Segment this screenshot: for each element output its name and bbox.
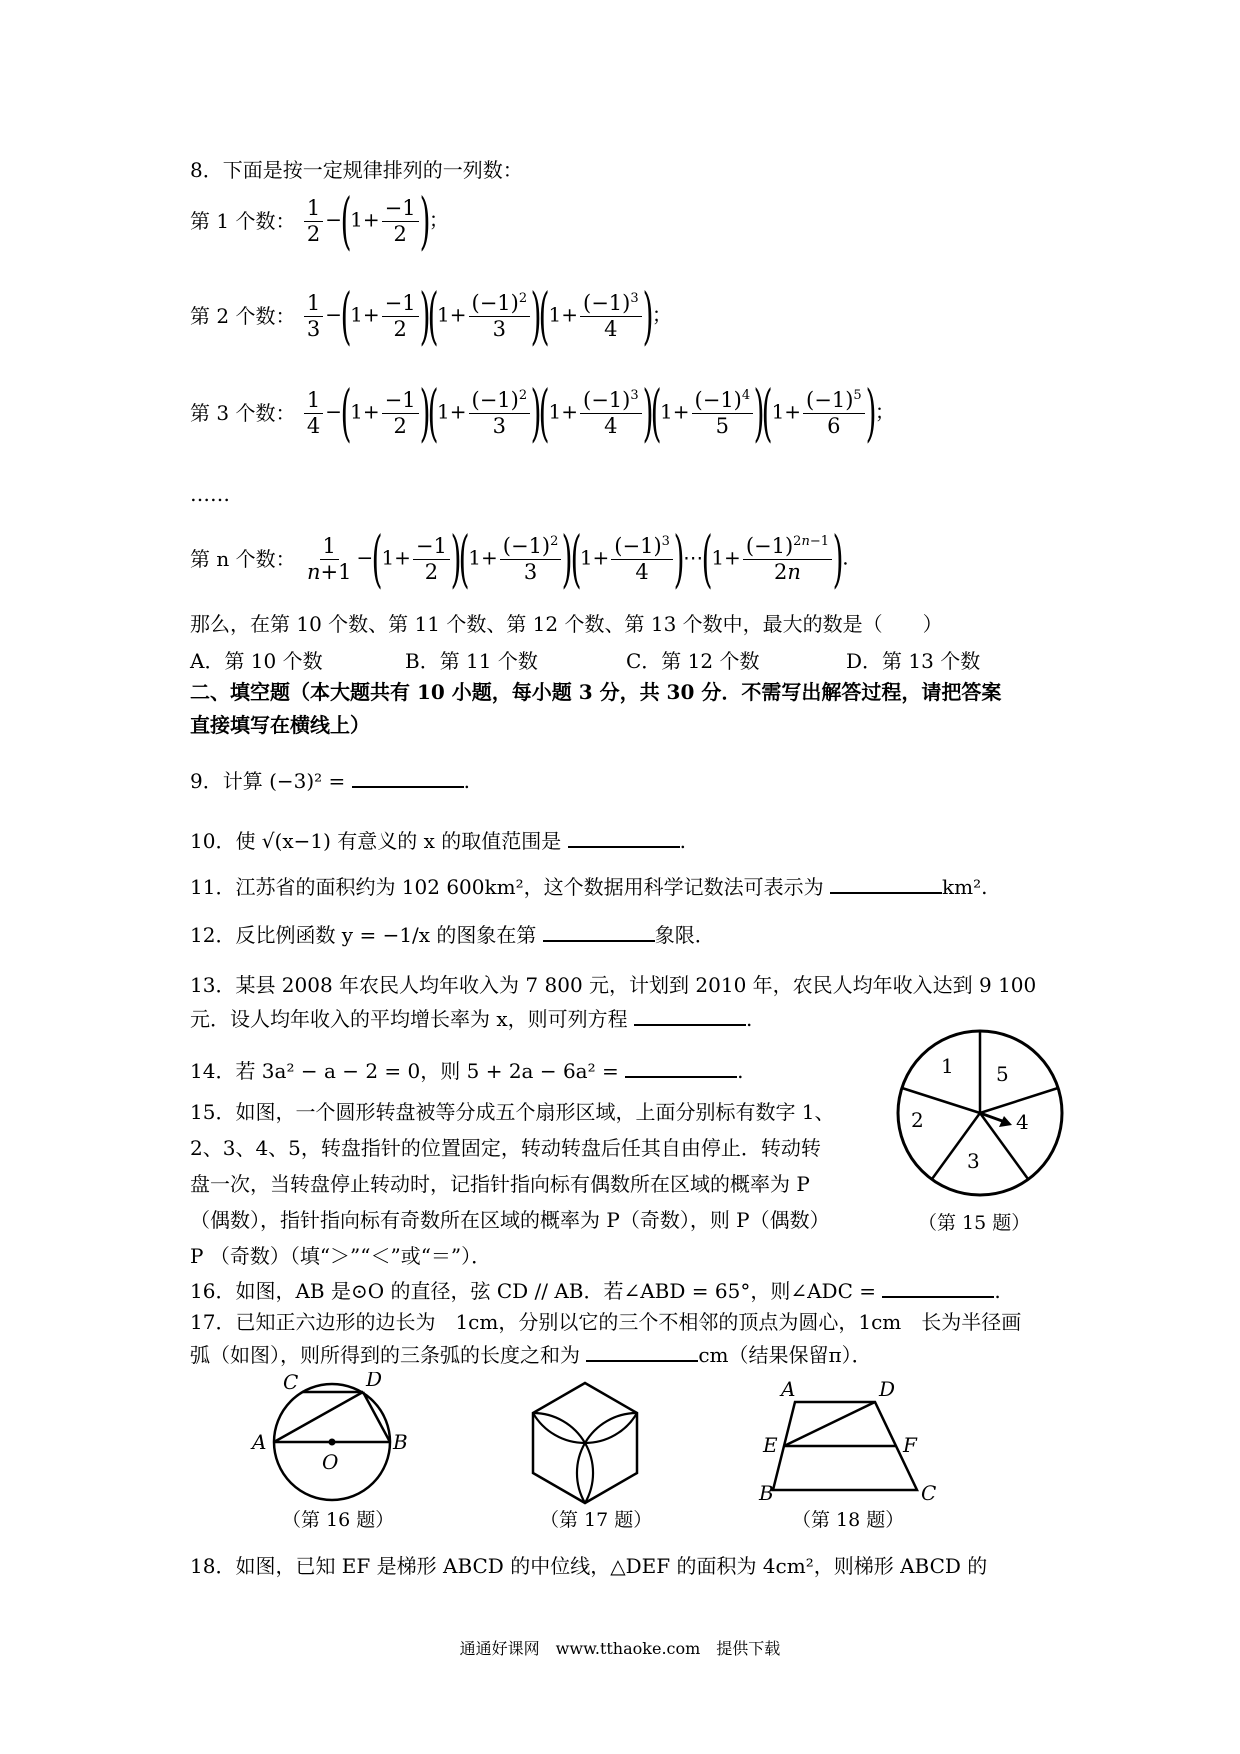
point-label-c: C <box>921 1481 937 1505</box>
q17-answer-blank[interactable] <box>586 1342 698 1362</box>
q12-answer-blank[interactable] <box>543 922 655 942</box>
point-label-o: O <box>322 1450 339 1474</box>
point-label-d: D <box>879 1378 896 1401</box>
sector-label-5: 5 <box>996 1062 1009 1086</box>
point-label-c: C <box>283 1372 299 1394</box>
q11-text: 11．江苏省的面积约为 102 600km²，这个数据用科学记数法可表示为 <box>190 875 824 899</box>
caption-15: （第 15 题） <box>918 1212 1031 1234</box>
q8-option-b: B．第 11 个数 <box>405 649 538 673</box>
q11-answer-blank[interactable] <box>830 874 942 894</box>
q8-item3: 第 3 个数： $\frac{1}{4}$ −(1+ $\frac{-1}{2}$ )(1+ $\frac{(-1)^2}{3}$ )(1+ $\frac{(-1)^3}{4}$ )(1+ $\frac{(-1)^4}{5}$ )(1+ $\frac{(-1)^5}{6}$ )； <box>190 376 895 449</box>
caption-17: （第 17 题） <box>540 1509 653 1531</box>
q8-itemn-label: 第 n 个数： <box>190 547 296 571</box>
q15-line4: （偶数），指针指向标有奇数所在区域的概率为 P（奇数），则 P（偶数） <box>190 1208 830 1232</box>
q15-line2: 2、3、4、5，转盘指针的位置固定，转动转盘后任其自由停止．转动转 <box>190 1136 821 1160</box>
q15-line3: 盘一次，当转盘停止转动时，记指针指向标有偶数所在区域的概率为 P <box>190 1172 810 1196</box>
caption-16: （第 16 题） <box>282 1509 395 1531</box>
q14: 14．若 3a² − a − 2 = 0，则 5 + 2a − 6a² = . <box>190 1059 744 1083</box>
point-label-f: F <box>903 1433 917 1457</box>
point-label-a: A <box>252 1430 267 1454</box>
q13-line2-text: 元．设人均年收入的平均增长率为 x，则可列方程 <box>190 1007 628 1031</box>
circle-figure <box>250 1372 420 1502</box>
q15-line5: P （奇数）（填“＞”“＜”或“＝”）． <box>190 1244 492 1268</box>
q11: 11．江苏省的面积约为 102 600km²，这个数据用科学记数法可表示为 km². <box>190 875 988 899</box>
trapezoid-figure <box>755 1378 955 1508</box>
q17-line2-tail: cm（结果保留π）． <box>698 1343 872 1367</box>
hexagon-figure <box>525 1378 645 1508</box>
footer: 通通好课网 www.tthaoke.com 提供下载 <box>459 1639 781 1658</box>
q8-question: 那么，在第 10 个数、第 11 个数、第 12 个数、第 13 个数中，最大的数是（ ） <box>190 612 943 636</box>
center-point <box>329 1439 336 1446</box>
sector-label-1: 1 <box>941 1054 954 1078</box>
q8-option-a: A．第 10 个数 <box>190 649 323 673</box>
q12: 12．反比例函数 y = −1/x 的图象在第 象限． <box>190 923 715 947</box>
q16: 16．如图，AB 是⊙O 的直径，弦 CD // AB．若∠ABD = 65°，则∠ADC = . <box>190 1279 1001 1303</box>
q10-text: 10．使 √(x−1) 有意义的 x 的取值范围是 <box>190 829 562 853</box>
q17-line2 <box>190 1342 872 1367</box>
q13-line1: 13．某县 2008 年农民人均年收入为 7 800 元，计划到 2010 年，农民人均年收入达到 9 100 <box>190 973 1037 997</box>
q8-item1-label: 第 1 个数： <box>190 209 296 233</box>
q8-dots: …… <box>190 482 230 506</box>
q15-line1: 15．如图，一个圆形转盘被等分成五个扇形区域，上面分别标有数字 1、 <box>190 1100 835 1124</box>
q17-line1: 17．已知正六边形的边长为 1cm，分别以它的三个不相邻的顶点为圆心，1cm 长为半径画 <box>190 1310 1022 1334</box>
q13-line2: 元．设人均年收入的平均增长率为 x，则可列方程 . <box>190 1007 753 1031</box>
sector-label-4: 4 <box>1016 1110 1029 1134</box>
q9-answer-blank[interactable] <box>352 768 464 788</box>
q18: 18．如图，已知 EF 是梯形 ABCD 的中位线，△DEF 的面积为 4cm²，则梯形 ABCD 的 <box>190 1554 988 1578</box>
q8-item1: 第 1 个数： $\frac{1}{2}$ −(1+ $\frac{-1}{2}$ )； <box>190 184 449 257</box>
q17-line2-text: 弧（如图），则所得到的三条弧的长度之和为 <box>190 1343 580 1367</box>
sector-label-2: 2 <box>911 1108 924 1132</box>
caption-18: （第 18 题） <box>792 1509 905 1531</box>
point-label-b: B <box>759 1481 774 1505</box>
q9-text: 9．计算 (−3)² = <box>190 769 346 793</box>
q16-text: 16．如图，AB 是⊙O 的直径，弦 CD // AB．若∠ABD = 65°，则∠ADC = <box>190 1279 876 1303</box>
q10: 10．使 √(x−1) 有意义的 x 的取值范围是 . <box>190 829 686 853</box>
q8-item2: 第 2 个数： $\frac{1}{3}$ −(1+ $\frac{-1}{2}$ )(1+ $\frac{(-1)^2}{3}$ )(1+ $\frac{(-1)^3}{4}$ )； <box>190 279 672 352</box>
spinner-figure <box>895 1028 1065 1198</box>
section2-heading-line2: 直接填写在横线上） <box>190 713 370 737</box>
q12-text: 12．反比例函数 y = −1/x 的图象在第 <box>190 923 537 947</box>
q8-option-d: D．第 13 个数 <box>846 649 981 673</box>
q9: 9．计算 (−3)² = . <box>190 769 471 793</box>
q8-item2-label: 第 2 个数： <box>190 304 296 328</box>
point-label-d: D <box>366 1372 383 1391</box>
sector-label-3: 3 <box>967 1149 980 1173</box>
q8-item3-label: 第 3 个数： <box>190 401 296 425</box>
point-label-b: B <box>393 1430 408 1454</box>
q10-answer-blank[interactable] <box>568 828 680 848</box>
point-label-e: E <box>763 1433 778 1457</box>
q14-answer-blank[interactable] <box>625 1058 737 1078</box>
q13-answer-blank[interactable] <box>634 1006 746 1026</box>
q14-text: 14．若 3a² − a − 2 = 0，则 5 + 2a − 6a² = <box>190 1059 619 1083</box>
q16-answer-blank[interactable] <box>882 1278 994 1298</box>
point-label-a: A <box>781 1378 796 1401</box>
section2-heading-line1: 二、填空题（本大题共有 10 小题，每小题 3 分，共 30 分．不需写出解答过程，请把答案 <box>190 680 1002 704</box>
q8-itemn: 第 n 个数： $\frac{1}{n+1}$ −(1+ $\frac{-1}{2}$ )(1+ $\frac{(-1)^2}{3}$ )(1+ $\frac{(-1)^3}{4}$ )⋯(1+ $\frac{(-1)^{2n-1}}{2n}$ ). <box>190 522 849 595</box>
q8-intro: 8．下面是按一定规律排列的一列数： <box>190 158 523 182</box>
q8-option-c: C．第 12 个数 <box>626 649 760 673</box>
